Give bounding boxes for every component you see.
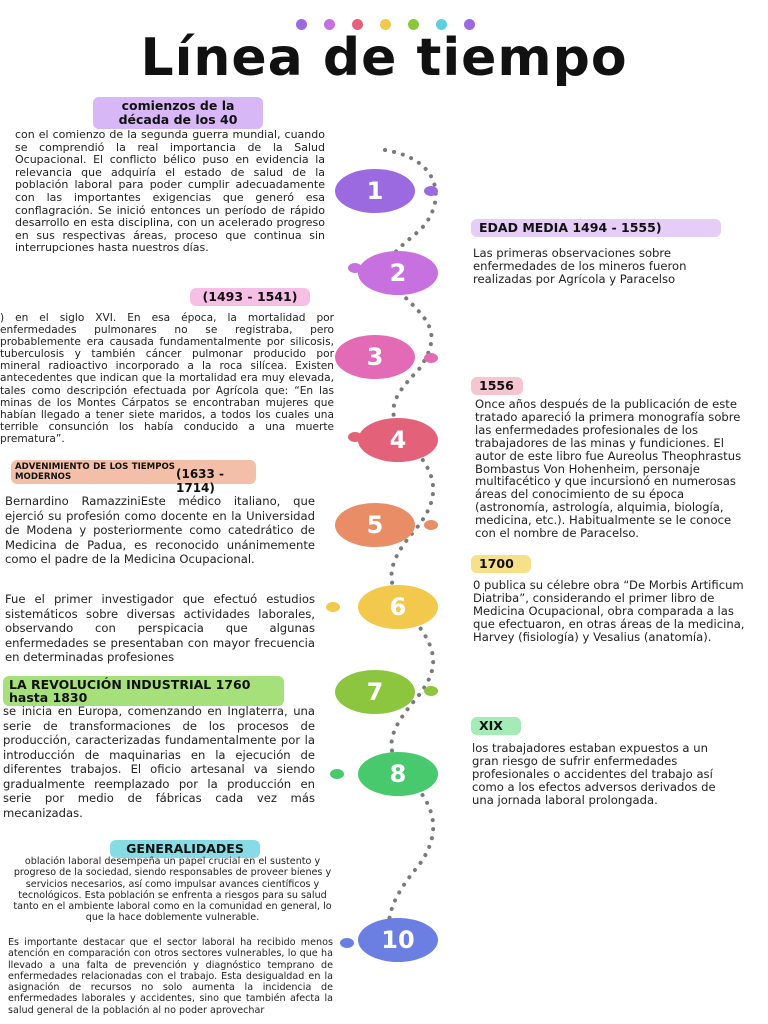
- connector-dot: [424, 186, 438, 196]
- connector-dot: [424, 520, 438, 530]
- step-4-circle: [358, 418, 438, 462]
- step-5-circle: [335, 503, 415, 547]
- step-number: 4: [389, 426, 407, 454]
- step-number: 2: [389, 259, 407, 287]
- step-number: 10: [381, 926, 415, 954]
- text-siglo-xvi: ) en el siglo XVI. En esa época, la mortalidad por enfermedades pulmonares no se registraba, pero probablemente era causada fundamentalmente por silicosis, tuberculosis y también cáncer pulmonar producido por mineral radioactivo incorporado a la roca silícea. Existen antecedentes que indican que la mortalidad era muy elevada, tales como descripción efectuada por Agrícola que: “En las minas de los Montes Cárpatos se encontraban mujeres que habían llegado a tener siete maridos, a todos los cuales una terrible consunción los había conducido a una muerte prematura”.: [0, 312, 334, 445]
- heading-edad-media: EDAD MEDIA 1494 - 1555): [471, 219, 721, 237]
- text-generalidades: oblación laboral desempeña un papel crucial en el sustento y progreso de la sociedad, siendo responsables de proveer bienes y servicios necesarios, así como impulsar avances científicos y tecnológicos. Esta población se enfrenta a riesgos para su salud tanto en el ambiente laboral como en la comunidad en general, lo que la hace doblemente vulnerable.: [13, 856, 332, 924]
- step-8-circle: [358, 752, 438, 796]
- text-industrial-revolution: se inicia en Europa, comenzando en Inglaterra, una serie de transformaciones de los procesos de producción, caracterizadas fundamentalmente por la introducción de maquinarias en la ejecución de diferentes trabajos. El oficio artesanal va siendo gradualmente reemplazado por la producción en serie por medio de fábricas cada vez más mecanizadas.: [3, 704, 315, 820]
- step-10-circle: [358, 918, 438, 962]
- text-first-investigator: Fue el primer investigador que efectuó estudios sistemáticos sobre diversas actividades laborales, observando con perspicacia que algunas enfermedades se presentaban con mayor frecuencia en determinadas profesiones: [5, 592, 315, 664]
- text-1556: Once años después de la publicación de este tratado apareció la primera monografía sobre las enfermedades profesionales de los trabajadores de las minas y fundiciones. El autor de este libro fue Aureolus Theophrastus Bombastus Von Hohenheim, personaje multifacético y que incursionó en numerosas áreas del conocimiento de su época (astronomía, astrología, alquimia, biología, medicina, etc.). Habitualmente se le conoce con el nombre de Paracelso.: [475, 397, 742, 541]
- heading-xix: XIX: [471, 717, 521, 735]
- step-number: 3: [366, 343, 384, 371]
- step-7-circle: [335, 670, 415, 714]
- text-xix: los trabajadores estaban expuestos a un gran riesgo de sufrir enfermedades profesionales o accidentes del trabajo así como a los efectos adversos derivados de una jornada laboral prolongada.: [472, 741, 716, 807]
- heading-modern-times-label: ADVENIMIENTO DE LOS TIEMPOS MODERNOS: [15, 462, 175, 482]
- heading-1940s: comienzos de la década de los 40: [93, 97, 263, 129]
- step-3-circle: [335, 335, 415, 379]
- step-number: 1: [366, 177, 384, 205]
- heading-modern-times: [11, 460, 256, 495]
- step-number: 5: [366, 511, 384, 539]
- text-edad-media: Las primeras observaciones sobre enfermedades de los mineros fueron realizadas por Agrícola y Paracelso: [473, 246, 687, 286]
- step-number: 6: [389, 593, 407, 621]
- page-title: Línea de tiempo: [140, 28, 628, 88]
- connector-dot: [340, 938, 354, 948]
- text-sector-laboral: Es importante destacar que el sector laboral ha recibido menos atención en comparación con otros sectores vulnerables, lo que ha llevado a una falta de prevención y diagnóstico temprano de enfermedades relacionadas con el trabajo. Esta desigualdad en la asignación de recursos no solo aumenta la incidencia de enfermedades laborales y accidentes, sino que también afecta la salud general de la población al no poder aprovechar: [8, 937, 333, 1016]
- step-number: 8: [389, 760, 407, 788]
- step-2-circle: [358, 251, 438, 295]
- connector-dot: [424, 686, 438, 696]
- heading-industrial-revolution: LA REVOLUCIÓN INDUSTRIAL 1760 hasta 1830: [3, 676, 284, 706]
- heading-modern-times-years: (1633 - 1714): [176, 467, 225, 495]
- text-1700: 0 publica su célebre obra “De Morbis Artificum Diatriba”, considerando el primer libro de Medicina Ocupacional, obra comparada a las que efectuaron, en otras áreas de la medicina, Harvey (fisiología) y Vesalius (anatomía).: [473, 578, 745, 644]
- connector-dot: [424, 353, 438, 363]
- heading-generalidades: GENERALIDADES: [110, 840, 260, 858]
- text-1940s: con el comienzo de la segunda guerra mundial, cuando se comprendió la real importancia de la Salud Ocupacional. El conflicto bélico puso en evidencia la relevancia que adquiría el estado de salud de la población laboral para poder cumplir adecuadamente con las importantes exigencias que generó esa conflagración. Se inició entonces un período de rápido desarrollo en esta disciplina, con un acelerado progreso en sus respectivas áreas, proceso que continua sin interrupciones hasta nuestros días.: [15, 128, 325, 255]
- heading-1700: 1700: [471, 555, 531, 573]
- step-6-circle: [358, 585, 438, 629]
- step-1-circle: [335, 169, 415, 213]
- heading-1493-1541: (1493 - 1541): [190, 288, 310, 306]
- connector-dot: [348, 263, 362, 273]
- text-ramazzini: Bernardino RamazziniEste médico italiano, que ejerció su profesión como docente en la Universidad de Modena y posteriormente como catedrático de Medicina de Padua, es reconocido unánimemente como el padre de la Medicina Ocupacional.: [5, 494, 315, 566]
- step-number: 7: [366, 678, 384, 706]
- connector-dot: [326, 602, 340, 612]
- heading-1556: 1556: [471, 377, 523, 395]
- connector-dot: [330, 769, 344, 779]
- connector-dot: [348, 432, 362, 442]
